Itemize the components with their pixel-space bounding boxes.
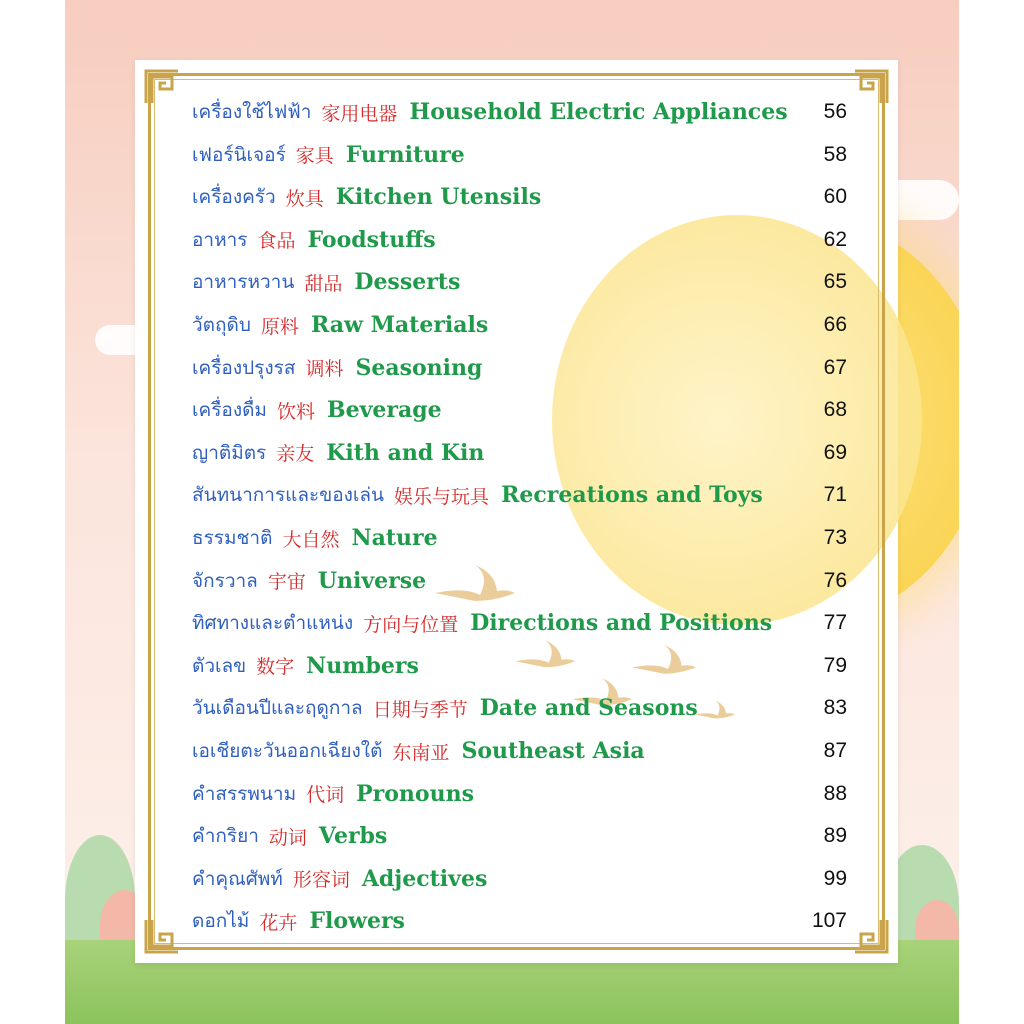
toc-page-number: 66: [823, 313, 847, 336]
toc-entry: [192, 177, 847, 217]
toc-thai-title: ตัวเลข: [192, 654, 247, 677]
toc-page-number: 60: [823, 185, 847, 209]
toc-page-number: 87: [823, 739, 847, 762]
toc-thai-title: อาหาร: [192, 228, 248, 251]
toc-english-title: Recreations and Toys: [501, 482, 763, 509]
toc-english-title: Universe: [317, 567, 427, 594]
toc-entry: [192, 433, 847, 473]
toc-english-title: Southeast Asia: [461, 738, 645, 764]
toc-chinese-title: 炊具: [285, 187, 324, 210]
toc-entry: [192, 816, 847, 856]
frame-corner-icon: [853, 69, 889, 105]
toc-entry: [192, 603, 847, 643]
toc-page-number: 89: [823, 824, 847, 848]
toc-page-number: 76: [823, 568, 847, 592]
toc-english-title: Nature: [351, 525, 438, 551]
toc-entry: [192, 646, 847, 686]
toc-entry: [192, 561, 847, 601]
toc-entry: [192, 731, 847, 771]
toc-page-number: 56: [823, 100, 847, 123]
toc-thai-title: ทิศทางและตำแหน่ง: [192, 612, 354, 635]
toc-chinese-title: 家具: [295, 145, 334, 168]
toc-entry: [192, 135, 847, 175]
toc-chinese-title: 调料: [305, 358, 344, 381]
toc-thai-title: เครื่องปรุงรส: [192, 356, 296, 379]
toc-thai-title: เฟอร์นิเจอร์: [192, 143, 286, 166]
toc-english-title: Kitchen Utensils: [335, 184, 542, 211]
toc-chinese-title: 代词: [306, 784, 345, 807]
toc-thai-title: ดอกไม้: [192, 910, 250, 933]
toc-thai-title: ธรรมชาติ: [192, 527, 273, 549]
toc-page-number: 62: [823, 227, 847, 251]
toc-thai-title: คำคุณศัพท์: [192, 867, 283, 890]
toc-english-title: Foodstuffs: [307, 226, 436, 253]
toc-chinese-title: 娱乐与玩具: [394, 485, 490, 508]
toc-entry: [192, 348, 847, 388]
toc-english-title: Pronouns: [356, 780, 474, 807]
toc-page-number: 99: [823, 866, 847, 890]
toc-chinese-title: 大自然: [282, 528, 340, 551]
toc-thai-title: เครื่องดื่ม: [192, 399, 267, 422]
toc-thai-title: จักรวาล: [192, 569, 258, 592]
toc-english-title: Beverage: [326, 397, 442, 424]
frame-corner-icon: [144, 918, 180, 954]
toc-chinese-title: 亲友: [276, 443, 315, 466]
table-of-contents-card: [135, 60, 898, 963]
toc-english-title: Verbs: [318, 823, 388, 850]
toc-page-number: 65: [823, 270, 847, 294]
toc-english-title: Date and Seasons: [479, 695, 698, 722]
toc-english-title: Desserts: [354, 269, 461, 296]
toc-page-number: 67: [823, 355, 847, 379]
toc-chinese-title: 日期与季节: [372, 698, 468, 721]
toc-entry: [192, 262, 847, 302]
toc-chinese-title: 方向与位置: [363, 613, 459, 636]
toc-chinese-title: 形容词: [292, 869, 350, 892]
toc-page-number: 83: [823, 696, 847, 720]
frame-corner-icon: [853, 918, 889, 954]
toc-page-number: 107: [811, 909, 847, 933]
frame-corner-icon: [144, 69, 180, 105]
toc-entry: [192, 774, 847, 814]
toc-entry: [192, 901, 847, 941]
toc-english-title: Raw Materials: [310, 312, 489, 338]
toc-entry: [192, 92, 847, 132]
toc-chinese-title: 宇宙: [267, 571, 306, 594]
toc-chinese-title: 动词: [268, 826, 307, 849]
toc-page-number: 58: [823, 142, 847, 166]
toc-page-number: 79: [823, 653, 847, 677]
toc-page-number: 68: [823, 398, 847, 422]
toc-english-title: Flowers: [309, 908, 405, 935]
toc-entry: [192, 688, 847, 728]
toc-entry: [192, 475, 847, 515]
toc-page-number: 77: [823, 611, 847, 635]
toc-chinese-title: 原料: [260, 315, 299, 338]
toc-english-title: Adjectives: [361, 865, 488, 892]
toc-chinese-title: 饮料: [276, 400, 315, 423]
toc-page-number: 73: [823, 526, 847, 549]
toc-thai-title: อาหารหวาน: [192, 271, 295, 294]
toc-entry: [192, 859, 847, 899]
toc-thai-title: เอเชียตะวันออกเฉียงใต้: [192, 740, 383, 762]
toc-chinese-title: 食品: [257, 230, 296, 253]
toc-thai-title: เครื่องครัว: [192, 186, 276, 209]
toc-chinese-title: 家用电器: [321, 102, 398, 125]
toc-thai-title: ญาติมิตร: [192, 441, 267, 464]
toc-page-number: 69: [823, 440, 847, 464]
toc-thai-title: คำกริยา: [192, 825, 259, 848]
toc-english-title: Seasoning: [355, 354, 483, 381]
toc-chinese-title: 数字: [256, 656, 295, 679]
toc-entry: [192, 220, 847, 260]
toc-entry: [192, 390, 847, 430]
toc-thai-title: วันเดือนปีและฤดูกาล: [192, 697, 363, 720]
toc-english-title: Numbers: [306, 652, 419, 679]
toc-thai-title: วัตถุดิบ: [192, 314, 251, 336]
toc-chinese-title: 甜品: [304, 272, 343, 295]
toc-english-title: Furniture: [345, 141, 465, 168]
toc-entry: [192, 518, 847, 558]
toc-page-number: 88: [823, 781, 847, 805]
toc-entry: [192, 305, 847, 345]
toc-thai-title: สันทนาการและของเล่น: [192, 484, 385, 507]
toc-thai-title: คำสรรพนาม: [192, 782, 297, 805]
toc-chinese-title: 花卉: [259, 911, 298, 934]
toc-english-title: Household Electric Appliances: [409, 99, 788, 125]
toc-english-title: Directions and Positions: [470, 610, 773, 637]
toc-page-number: 71: [823, 483, 847, 507]
toc-english-title: Kith and Kin: [326, 439, 485, 466]
toc-chinese-title: 东南亚: [392, 741, 450, 764]
toc-thai-title: เครื่องใช้ไฟฟ้า: [192, 101, 312, 123]
